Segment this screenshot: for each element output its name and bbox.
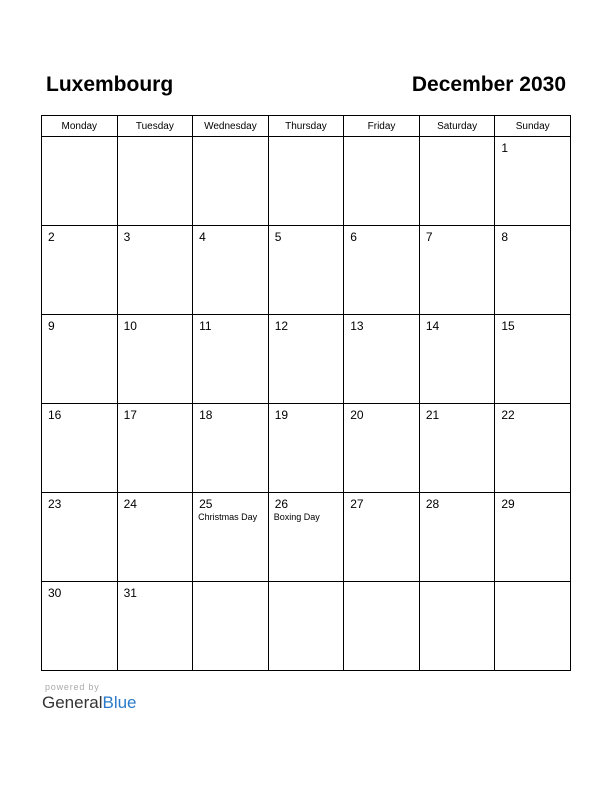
day-number: 24 [123,497,137,511]
holiday-label-christmas: Christmas Day [198,512,258,522]
calendar-header [46,68,566,102]
day-number: 8 [501,230,509,244]
day-number: 18 [199,408,213,422]
day-number: 13 [350,319,364,333]
week-row-4 [42,404,571,493]
weekday-friday: Friday [344,116,420,137]
day-number: 19 [274,408,289,422]
day-number: 1 [501,141,509,155]
day-cell [193,226,269,315]
week-row-3 [42,315,571,404]
day-number: 3 [123,230,131,244]
day-number: 5 [274,230,282,244]
day-number [344,582,419,586]
day-number: 29 [501,497,515,511]
day-cell [268,226,344,315]
day-number: 2 [48,230,55,244]
day-number: 17 [123,408,137,422]
day-cell [117,582,193,671]
day-number [344,137,419,141]
day-cell [117,315,193,404]
day-cell [344,404,420,493]
day-number: 15 [501,319,515,333]
day-number: 22 [501,408,515,422]
day-number [193,137,268,141]
day-number: 14 [425,319,440,333]
day-cell [42,137,118,226]
day-cell [268,404,344,493]
generalblue-logo[interactable] [42,693,137,713]
day-number [420,582,495,586]
week-row-1 [42,137,571,226]
day-cell [495,582,571,671]
weekday-sunday: Sunday [495,116,571,137]
day-number: 7 [425,230,433,244]
day-cell [344,582,420,671]
day-number [495,582,570,586]
day-number: 4 [199,230,206,244]
day-cell [268,315,344,404]
weekday-saturday: Saturday [419,116,495,137]
day-cell [419,404,495,493]
day-number: 11 [199,319,212,333]
country-title: Luxembourg [46,73,174,96]
weekday-thursday: Thursday [268,116,344,137]
day-cell [117,404,193,493]
footer-branding [42,682,137,713]
day-number: 16 [48,408,62,422]
day-cell-holiday [268,493,344,582]
day-cell [42,315,118,404]
day-number: 30 [48,586,62,600]
day-cell [419,493,495,582]
day-cell [419,315,495,404]
weekday-header-row [42,116,571,137]
weekday-tuesday: Tuesday [117,116,193,137]
day-cell [42,404,118,493]
day-cell [495,493,571,582]
day-number: 6 [350,230,357,244]
day-cell [495,137,571,226]
day-cell [495,315,571,404]
day-number [269,137,344,141]
calendar-grid [41,115,571,671]
powered-by-text: powered by [45,682,100,692]
day-cell [268,582,344,671]
day-cell [193,315,269,404]
logo-text-blue: Blue [102,693,137,712]
day-cell [193,137,269,226]
day-cell [42,493,118,582]
day-number [420,137,495,141]
day-cell [495,226,571,315]
day-cell [42,582,118,671]
day-number: 27 [350,497,364,511]
day-number: 21 [425,408,440,422]
day-number [193,582,268,586]
holiday-label-boxing-day: Boxing Day [273,512,320,522]
day-number: 9 [48,319,55,333]
day-number: 20 [350,408,364,422]
day-cell [193,582,269,671]
day-cell [495,404,571,493]
day-number [118,137,193,141]
day-cell [268,137,344,226]
day-cell [344,137,420,226]
day-cell [419,137,495,226]
weekday-monday: Monday [42,116,118,137]
day-number: 25 [199,497,213,511]
week-row-6 [42,582,571,671]
day-cell [419,226,495,315]
day-number: 12 [274,319,289,333]
weekday-wednesday: Wednesday [193,116,269,137]
day-number: 10 [123,319,137,333]
month-year-title: December 2030 [411,73,566,96]
day-number: 31 [123,586,137,600]
day-cell [42,226,118,315]
day-number [42,137,117,141]
day-number: 28 [425,497,440,511]
logo-text-general: General [42,693,103,712]
week-row-2 [42,226,571,315]
day-cell [419,582,495,671]
day-cell [117,493,193,582]
day-cell [117,137,193,226]
day-number: 23 [48,497,62,511]
week-row-5 [42,493,571,582]
day-cell [193,404,269,493]
day-cell [344,493,420,582]
day-cell-holiday [193,493,269,582]
day-cell [344,226,420,315]
day-cell [117,226,193,315]
day-number: 26 [274,497,289,511]
day-number [269,582,344,586]
day-cell [344,315,420,404]
